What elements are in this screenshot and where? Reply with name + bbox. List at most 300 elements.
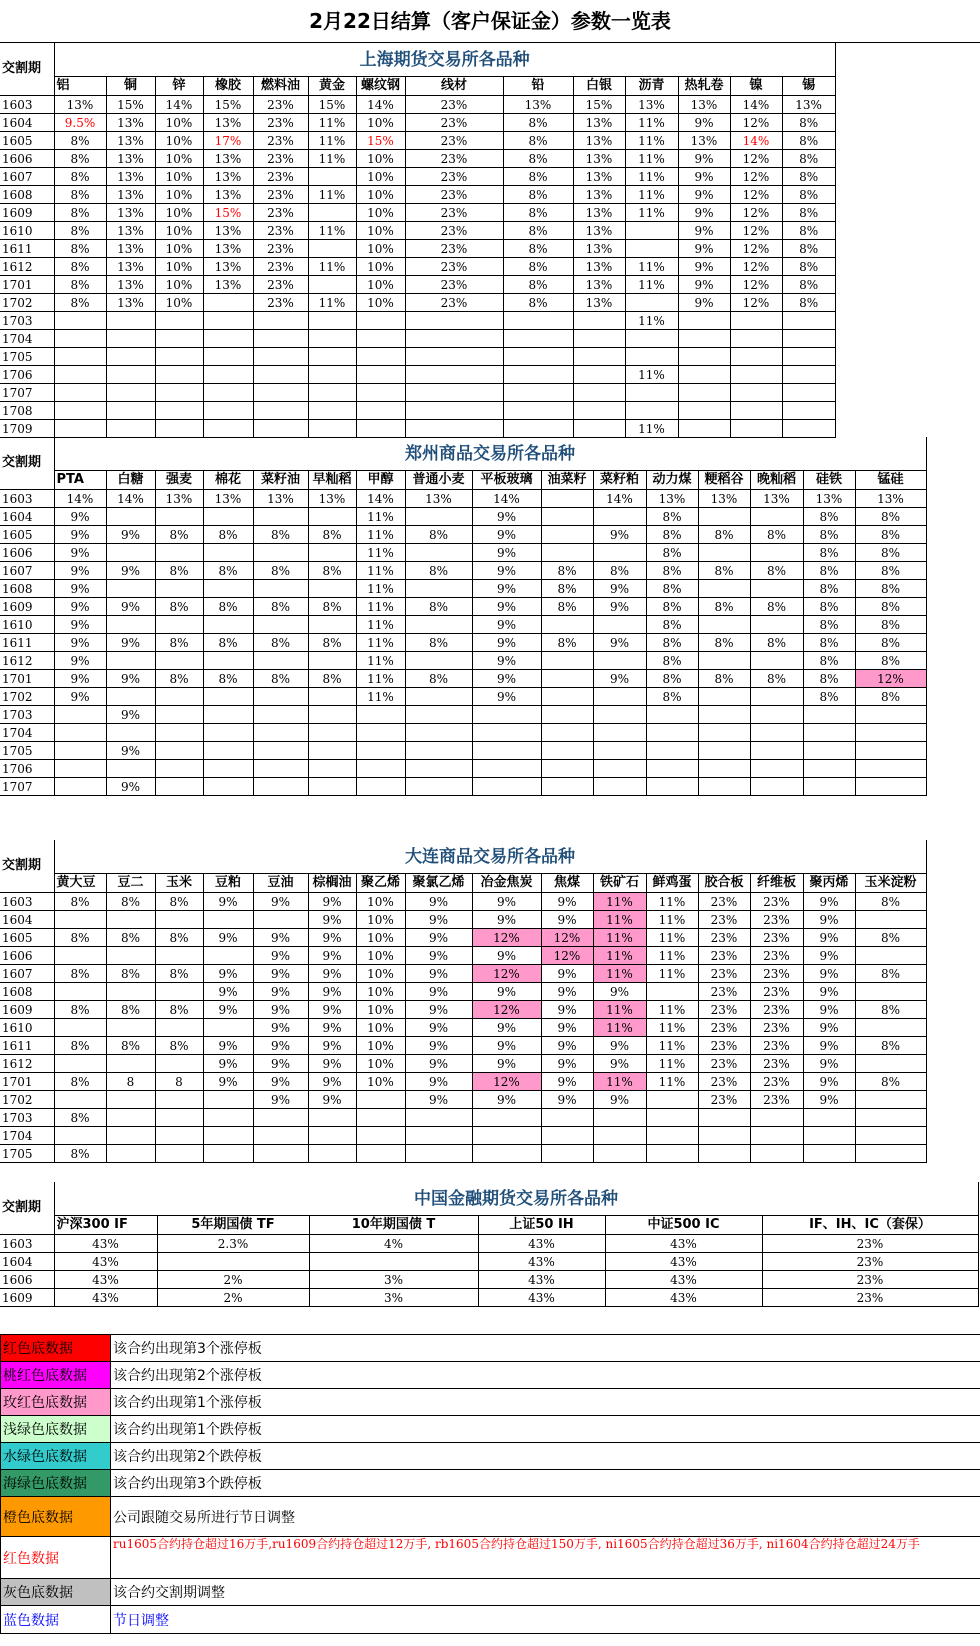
margin-cell: [541, 706, 593, 724]
margin-cell: [155, 616, 203, 634]
margin-cell: 11%: [646, 1001, 698, 1019]
margin-cell: 9%: [405, 965, 472, 983]
margin-cell: [855, 1145, 926, 1163]
margin-cell: [750, 1127, 803, 1145]
margin-cell: 23%: [253, 96, 308, 114]
margin-cell: [472, 1109, 541, 1127]
margin-cell: 23%: [762, 1271, 978, 1289]
margin-cell: 8%: [54, 965, 106, 983]
margin-cell: 14%: [155, 96, 203, 114]
period-cell: 1611: [0, 1037, 54, 1055]
margin-cell: 8%: [646, 670, 698, 688]
margin-cell: [308, 276, 356, 294]
legend-table: [0, 1334, 980, 1634]
legend-description: 该合约出现第1个跌停板: [111, 1416, 980, 1443]
table-row: [0, 312, 835, 330]
margin-cell: [308, 742, 356, 760]
margin-cell: 8%: [253, 526, 308, 544]
margin-cell: [405, 580, 472, 598]
margin-cell: 11%: [308, 258, 356, 276]
period-cell: 1609: [0, 1289, 54, 1307]
margin-cell: 11%: [646, 947, 698, 965]
dce-section: [0, 840, 980, 1163]
margin-cell: 8%: [54, 168, 106, 186]
margin-cell: 8%: [253, 634, 308, 652]
legend-description: ru1605合约持仓超过16万手,ru1609合约持仓超过12万手, rb1605合约持仓超过150万手, ni1605合约持仓超过36万手, ni1604合约持仓超过24万手: [111, 1537, 980, 1579]
margin-cell: [541, 490, 593, 508]
margin-cell: 9%: [253, 1091, 308, 1109]
margin-cell: 9%: [593, 580, 646, 598]
margin-cell: 9%: [541, 1055, 593, 1073]
table-row: [0, 634, 926, 652]
margin-cell: [541, 526, 593, 544]
table-row: [0, 96, 835, 114]
margin-cell: [646, 760, 698, 778]
margin-cell: [750, 706, 803, 724]
margin-cell: 11%: [308, 132, 356, 150]
margin-cell: 8%: [253, 562, 308, 580]
margin-cell: 23%: [698, 983, 750, 1001]
margin-cell: [625, 222, 678, 240]
margin-cell: [782, 402, 835, 420]
margin-cell: 11%: [593, 965, 646, 983]
margin-cell: 9%: [405, 947, 472, 965]
table-row: [0, 276, 835, 294]
margin-cell: 9%: [472, 616, 541, 634]
margin-cell: 8%: [855, 598, 926, 616]
margin-cell: [503, 330, 573, 348]
margin-cell: [253, 366, 308, 384]
margin-cell: [155, 1055, 203, 1073]
margin-cell: [646, 778, 698, 796]
period-cell: 1608: [0, 983, 54, 1001]
margin-cell: 13%: [253, 490, 308, 508]
table-row: [0, 929, 926, 947]
margin-cell: 11%: [356, 544, 405, 562]
legend-row: [1, 1579, 980, 1606]
margin-cell: [803, 706, 855, 724]
margin-cell: 13%: [308, 490, 356, 508]
margin-cell: [593, 778, 646, 796]
margin-cell: 12%: [730, 240, 782, 258]
margin-cell: [356, 724, 405, 742]
legend-description: 节日调整: [111, 1606, 980, 1634]
margin-cell: 8%: [646, 544, 698, 562]
table-row: [0, 1001, 926, 1019]
margin-cell: 9%: [405, 929, 472, 947]
margin-cell: 8%: [503, 240, 573, 258]
margin-cell: 23%: [750, 893, 803, 911]
column-header: 冶金焦炭: [472, 874, 541, 893]
margin-cell: [155, 544, 203, 562]
margin-cell: [782, 330, 835, 348]
margin-cell: 8%: [155, 1001, 203, 1019]
margin-cell: 13%: [678, 132, 730, 150]
margin-cell: [803, 742, 855, 760]
margin-cell: 9%: [593, 670, 646, 688]
table-row: [0, 1073, 926, 1091]
margin-cell: [593, 616, 646, 634]
margin-cell: 14%: [730, 96, 782, 114]
margin-cell: 43%: [605, 1289, 762, 1307]
margin-cell: 23%: [750, 983, 803, 1001]
margin-cell: [855, 724, 926, 742]
margin-cell: [541, 652, 593, 670]
margin-cell: [750, 508, 803, 526]
margin-cell: [698, 706, 750, 724]
margin-cell: 9%: [803, 1037, 855, 1055]
margin-cell: 9%: [472, 911, 541, 929]
margin-cell: 9%: [203, 1001, 253, 1019]
margin-cell: 11%: [625, 276, 678, 294]
margin-cell: [308, 760, 356, 778]
margin-cell: 8%: [803, 634, 855, 652]
margin-cell: [356, 402, 405, 420]
margin-cell: 8%: [253, 598, 308, 616]
margin-cell: [203, 742, 253, 760]
margin-cell: 14%: [472, 490, 541, 508]
margin-cell: [541, 778, 593, 796]
column-header: 甲醇: [356, 471, 405, 490]
margin-cell: [541, 688, 593, 706]
margin-cell: [625, 240, 678, 258]
period-cell: 1701: [0, 1073, 54, 1091]
margin-cell: [106, 1055, 155, 1073]
legend-label: 灰色底数据: [1, 1579, 111, 1606]
margin-cell: [573, 330, 625, 348]
cffex-table: [0, 1182, 979, 1307]
margin-cell: 10%: [356, 276, 405, 294]
margin-cell: [646, 742, 698, 760]
margin-cell: 13%: [573, 150, 625, 168]
margin-cell: [730, 420, 782, 438]
margin-cell: 8: [106, 1073, 155, 1091]
margin-cell: 8: [155, 1073, 203, 1091]
margin-cell: [803, 760, 855, 778]
margin-cell: 9%: [253, 929, 308, 947]
period-cell: 1612: [0, 258, 54, 276]
margin-cell: [472, 778, 541, 796]
table-row: [0, 384, 835, 402]
margin-cell: 9%: [54, 598, 106, 616]
margin-cell: [203, 330, 253, 348]
margin-cell: 9%: [308, 965, 356, 983]
margin-cell: [855, 947, 926, 965]
margin-cell: [203, 706, 253, 724]
margin-cell: 13%: [573, 168, 625, 186]
margin-cell: [155, 1019, 203, 1037]
margin-cell: 9%: [54, 508, 106, 526]
period-cell: 1610: [0, 222, 54, 240]
table-row: [0, 258, 835, 276]
margin-cell: 8%: [203, 598, 253, 616]
margin-cell: 8%: [155, 634, 203, 652]
table-row: [0, 616, 926, 634]
margin-cell: [782, 348, 835, 366]
margin-cell: 43%: [478, 1271, 605, 1289]
margin-cell: [750, 1145, 803, 1163]
table-row: [0, 1037, 926, 1055]
margin-cell: 13%: [203, 258, 253, 276]
column-header: 纤维板: [750, 874, 803, 893]
margin-cell: [803, 724, 855, 742]
margin-cell: 8%: [54, 186, 106, 204]
margin-cell: 11%: [646, 1037, 698, 1055]
column-header: 鲜鸡蛋: [646, 874, 698, 893]
margin-cell: [625, 294, 678, 312]
margin-cell: 9%: [541, 911, 593, 929]
margin-cell: 11%: [593, 893, 646, 911]
period-cell: 1607: [0, 562, 54, 580]
margin-cell: [203, 508, 253, 526]
margin-cell: 23%: [253, 114, 308, 132]
margin-cell: 8%: [803, 670, 855, 688]
margin-cell: [405, 742, 472, 760]
margin-cell: [625, 402, 678, 420]
margin-cell: 9%: [678, 168, 730, 186]
czce-exchange-title: 郑州商品交易所各品种: [54, 437, 926, 471]
cffex-exchange-title: 中国金融期货交易所各品种: [54, 1182, 978, 1216]
margin-cell: 23%: [698, 893, 750, 911]
column-header: 普通小麦: [405, 471, 472, 490]
period-cell: 1703: [0, 312, 54, 330]
margin-cell: 8%: [405, 598, 472, 616]
margin-cell: 8%: [503, 168, 573, 186]
margin-cell: [308, 544, 356, 562]
margin-cell: 9%: [472, 1019, 541, 1037]
margin-cell: [54, 384, 106, 402]
period-cell: 1609: [0, 1001, 54, 1019]
margin-cell: [803, 1109, 855, 1127]
shfe-header-row: [0, 77, 835, 96]
table-row: [0, 742, 926, 760]
margin-cell: [541, 544, 593, 562]
period-cell: 1610: [0, 616, 54, 634]
table-row: [0, 911, 926, 929]
margin-cell: [308, 204, 356, 222]
margin-cell: [646, 1145, 698, 1163]
margin-cell: 13%: [203, 114, 253, 132]
period-cell: 1707: [0, 778, 54, 796]
margin-cell: 9%: [54, 616, 106, 634]
table-row: [0, 1253, 978, 1271]
margin-cell: 23%: [253, 150, 308, 168]
margin-cell: [730, 384, 782, 402]
legend-row: [1, 1606, 980, 1634]
column-header: 锰硅: [855, 471, 926, 490]
margin-cell: [308, 508, 356, 526]
margin-cell: 8%: [855, 616, 926, 634]
margin-cell: [405, 706, 472, 724]
margin-cell: 9%: [472, 580, 541, 598]
margin-cell: 23%: [698, 1001, 750, 1019]
margin-cell: 8%: [155, 965, 203, 983]
period-cell: 1703: [0, 1109, 54, 1127]
margin-cell: 15%: [203, 204, 253, 222]
table-row: [0, 526, 926, 544]
column-header: 焦煤: [541, 874, 593, 893]
margin-cell: 9%: [472, 544, 541, 562]
margin-cell: 8%: [54, 929, 106, 947]
margin-cell: [730, 348, 782, 366]
margin-cell: [106, 724, 155, 742]
column-header: 橡胶: [203, 77, 253, 96]
margin-cell: 14%: [356, 96, 405, 114]
margin-cell: [356, 778, 405, 796]
margin-cell: 11%: [356, 562, 405, 580]
margin-cell: 8%: [54, 1037, 106, 1055]
margin-cell: [405, 330, 503, 348]
margin-cell: [106, 911, 155, 929]
margin-cell: 9%: [203, 1055, 253, 1073]
margin-cell: 13%: [573, 258, 625, 276]
margin-cell: [106, 760, 155, 778]
margin-cell: 12%: [541, 929, 593, 947]
margin-cell: 12%: [730, 186, 782, 204]
margin-cell: [730, 312, 782, 330]
margin-cell: 8%: [54, 1001, 106, 1019]
period-cell: 1605: [0, 526, 54, 544]
margin-cell: 9%: [472, 1091, 541, 1109]
legend-description: 该合约出现第2个涨停板: [111, 1362, 980, 1389]
margin-cell: 9%: [541, 965, 593, 983]
margin-cell: 9%: [472, 634, 541, 652]
margin-cell: [698, 544, 750, 562]
margin-cell: [405, 366, 503, 384]
margin-cell: 9%: [472, 983, 541, 1001]
margin-cell: 9%: [54, 580, 106, 598]
margin-cell: 8%: [855, 634, 926, 652]
margin-cell: [155, 947, 203, 965]
margin-cell: 10%: [356, 983, 405, 1001]
margin-cell: 12%: [730, 294, 782, 312]
margin-cell: [106, 330, 155, 348]
shfe-section: [0, 43, 980, 438]
margin-cell: 11%: [593, 1001, 646, 1019]
period-cell: 1705: [0, 1145, 54, 1163]
margin-cell: 8%: [782, 132, 835, 150]
margin-cell: 12%: [855, 670, 926, 688]
margin-cell: 8%: [855, 1073, 926, 1091]
table-row: [0, 132, 835, 150]
margin-cell: 8%: [855, 1001, 926, 1019]
margin-cell: [356, 742, 405, 760]
margin-cell: 11%: [308, 114, 356, 132]
margin-cell: 13%: [573, 186, 625, 204]
margin-cell: 12%: [730, 114, 782, 132]
margin-cell: [573, 348, 625, 366]
margin-cell: 9%: [472, 893, 541, 911]
margin-cell: 8%: [54, 1109, 106, 1127]
margin-cell: [253, 312, 308, 330]
margin-cell: [782, 420, 835, 438]
margin-cell: [356, 366, 405, 384]
column-header: 沪深300 IF: [54, 1216, 157, 1235]
margin-cell: 13%: [573, 276, 625, 294]
margin-cell: 43%: [605, 1235, 762, 1253]
margin-cell: [253, 508, 308, 526]
margin-cell: [155, 1091, 203, 1109]
margin-cell: 10%: [356, 965, 405, 983]
margin-cell: [155, 1145, 203, 1163]
margin-cell: 13%: [106, 168, 155, 186]
margin-cell: 11%: [593, 1019, 646, 1037]
margin-cell: 13%: [646, 490, 698, 508]
period-cell: 1704: [0, 1127, 54, 1145]
margin-cell: 8%: [308, 598, 356, 616]
margin-cell: [356, 760, 405, 778]
margin-cell: [503, 348, 573, 366]
margin-cell: [356, 348, 405, 366]
margin-cell: [308, 384, 356, 402]
dce-header-row: [0, 874, 926, 893]
legend-description: 该合约出现第3个涨停板: [111, 1335, 980, 1362]
legend-row: [1, 1470, 980, 1497]
margin-cell: 43%: [54, 1235, 157, 1253]
margin-cell: [472, 742, 541, 760]
legend-label: 桃红色底数据: [1, 1362, 111, 1389]
margin-cell: 9%: [253, 893, 308, 911]
margin-cell: 8%: [541, 580, 593, 598]
table-row: [0, 204, 835, 222]
column-header: 铁矿石: [593, 874, 646, 893]
margin-cell: [203, 616, 253, 634]
margin-cell: [356, 1091, 405, 1109]
margin-cell: 23%: [253, 186, 308, 204]
margin-cell: 12%: [730, 150, 782, 168]
legend-label: 红色底数据: [1, 1335, 111, 1362]
margin-cell: 9%: [253, 1073, 308, 1091]
margin-cell: 8%: [155, 526, 203, 544]
margin-cell: 9%: [472, 526, 541, 544]
margin-cell: 11%: [625, 258, 678, 276]
margin-cell: 9%: [253, 983, 308, 1001]
margin-cell: [253, 420, 308, 438]
margin-cell: [54, 947, 106, 965]
legend-description: 该合约出现第1个涨停板: [111, 1389, 980, 1416]
margin-cell: 11%: [646, 1055, 698, 1073]
margin-cell: [203, 294, 253, 312]
period-cell: 1606: [0, 544, 54, 562]
table-row: [0, 562, 926, 580]
margin-cell: 11%: [625, 132, 678, 150]
margin-cell: [593, 1109, 646, 1127]
margin-cell: 9%: [472, 598, 541, 616]
period-cell: 1604: [0, 114, 54, 132]
czce-header-row: [0, 471, 926, 490]
margin-cell: 14%: [593, 490, 646, 508]
margin-cell: 9%: [308, 1055, 356, 1073]
margin-cell: 23%: [253, 276, 308, 294]
table-row: [0, 1109, 926, 1127]
period-label: 交割期: [0, 840, 54, 893]
margin-cell: 9%: [308, 983, 356, 1001]
margin-cell: 23%: [405, 240, 503, 258]
margin-cell: 8%: [803, 580, 855, 598]
margin-cell: [308, 706, 356, 724]
margin-cell: 10%: [155, 168, 203, 186]
legend-description: 该合约出现第2个跌停板: [111, 1443, 980, 1470]
margin-cell: [155, 384, 203, 402]
margin-cell: 9%: [803, 893, 855, 911]
margin-cell: [106, 616, 155, 634]
column-header: 白银: [573, 77, 625, 96]
margin-cell: 23%: [750, 911, 803, 929]
margin-cell: [356, 420, 405, 438]
margin-cell: 13%: [106, 114, 155, 132]
margin-cell: 9%: [308, 1091, 356, 1109]
margin-cell: [678, 420, 730, 438]
